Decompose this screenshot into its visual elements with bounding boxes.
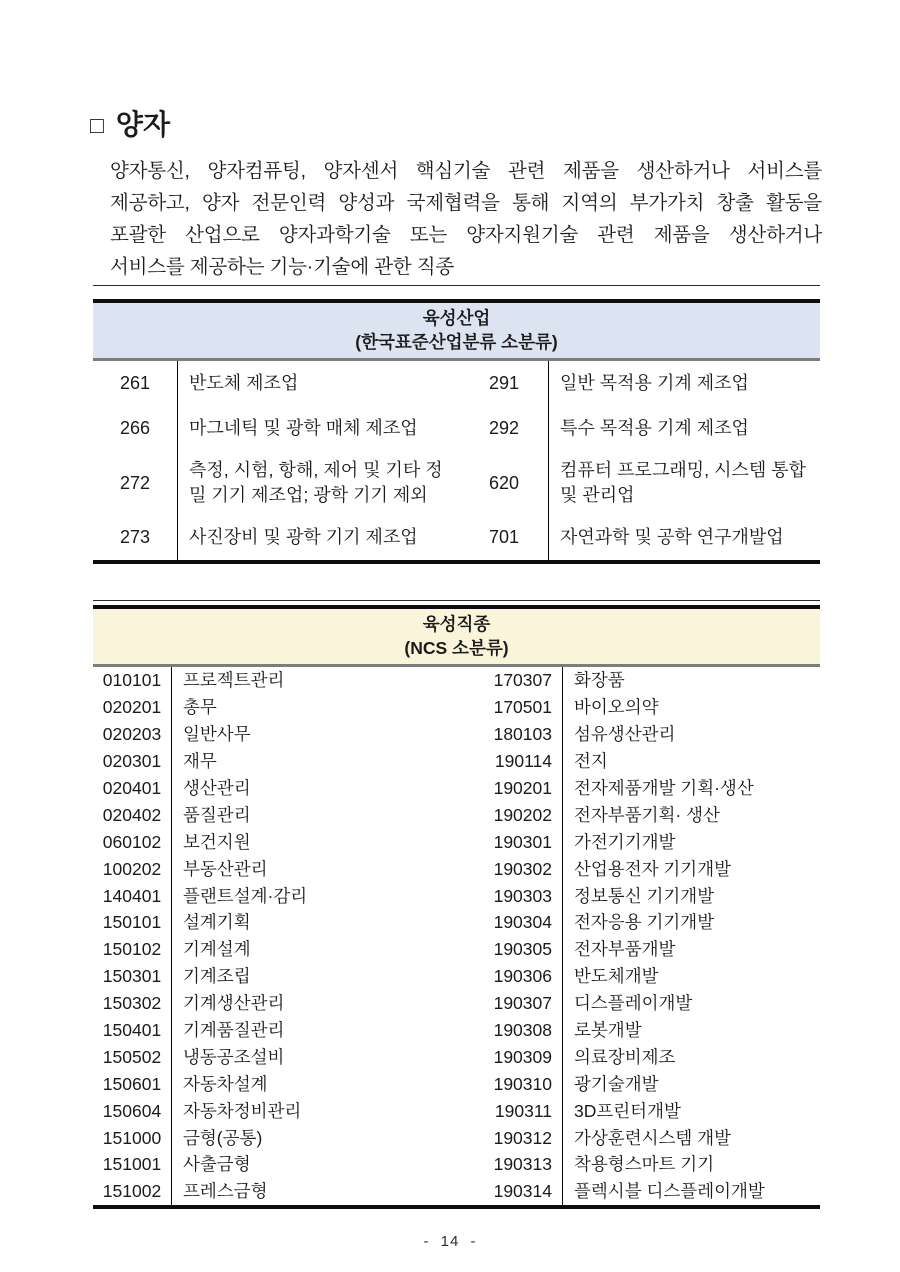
code-cell: 150604 <box>93 1097 172 1124</box>
code-cell: 180103 <box>460 721 563 748</box>
name-cell: 마그네틱 및 광학 매체 제조업 <box>189 418 418 438</box>
name-cell: 생산관리 <box>183 778 251 798</box>
description-line: 포괄한 산업으로 양자과학기술 또는 양자지원기술 관련 제품을 생산하거나 <box>110 224 822 246</box>
industry-table-subtitle: (한국표준산업분류 소분류) <box>355 332 558 352</box>
name-cell: 자동차정비관리 <box>183 1100 302 1121</box>
name-cell: 3D프린터개발 <box>574 1100 681 1121</box>
code-cell: 020203 <box>93 721 172 748</box>
name-cell: 전지 <box>574 751 608 772</box>
table-row <box>93 667 820 694</box>
table-topline <box>93 285 820 286</box>
name-cell: 의료장비제조 <box>574 1046 676 1067</box>
table-row <box>93 909 820 936</box>
code-cell: 190202 <box>460 801 563 828</box>
name-cell: 사진장비 및 광학 기기 제조업 <box>189 527 418 547</box>
name-cell: 플렉시블 디스플레이개발 <box>574 1181 765 1202</box>
name-cell: 전자응용 기기개발 <box>574 912 715 933</box>
code-cell: 190309 <box>460 1043 563 1070</box>
code-cell: 150502 <box>93 1043 172 1070</box>
code-cell: 190201 <box>460 775 563 802</box>
code-cell: 190311 <box>460 1097 563 1124</box>
code-cell: 292 <box>460 406 549 451</box>
table-row <box>93 882 820 909</box>
table-row <box>93 1070 820 1097</box>
name-cell: 기계조립 <box>183 966 251 987</box>
table-row <box>93 801 820 828</box>
name-cell: 전자부품개발 <box>574 939 676 960</box>
code-cell: 020401 <box>93 775 172 802</box>
code-cell: 190304 <box>460 909 563 936</box>
name-cell: 품질관리 <box>183 804 251 825</box>
code-cell: 701 <box>460 515 549 560</box>
section-title-text: 양자 <box>115 109 171 140</box>
name-cell: 일반 목적용 기계 제조업 <box>560 373 749 393</box>
industry-table-header <box>93 299 820 361</box>
code-cell: 150102 <box>93 936 172 963</box>
code-cell: 151000 <box>93 1124 172 1151</box>
name-cell: 플랜트설계·감리 <box>183 885 308 906</box>
name-cell: 전자제품개발 기획·생산 <box>574 778 754 798</box>
table-row <box>93 855 820 882</box>
code-cell: 151002 <box>93 1178 172 1205</box>
section-description <box>110 155 822 283</box>
name-cell: 디스플레이개발 <box>574 993 693 1014</box>
name-cell: 냉동공조설비 <box>183 1046 285 1067</box>
name-cell: 금형(공통) <box>183 1127 263 1148</box>
name-cell: 보건지원 <box>183 831 251 852</box>
code-cell: 190301 <box>460 828 563 855</box>
code-cell: 272 <box>93 451 178 515</box>
jobs-table-header <box>93 605 820 667</box>
table-row <box>93 721 820 748</box>
code-cell: 150301 <box>93 963 172 990</box>
code-cell: 190306 <box>460 963 563 990</box>
code-cell: 190310 <box>460 1070 563 1097</box>
jobs-table <box>93 600 820 1209</box>
code-cell: 020301 <box>93 748 172 775</box>
code-cell: 190307 <box>460 990 563 1017</box>
table-row <box>93 451 820 515</box>
name-cell: 화장품 <box>574 670 625 691</box>
name-cell: 프로젝트관리 <box>183 670 285 691</box>
name-cell: 기계생산관리 <box>183 993 285 1014</box>
section-title <box>90 108 900 142</box>
name-cell: 특수 목적용 기계 제조업 <box>560 418 749 438</box>
name-cell: 측정, 시험, 항해, 제어 및 기타 정밀 기기 제조업; 광학 기기 제외 <box>189 460 443 505</box>
name-cell: 사출금형 <box>183 1154 251 1175</box>
code-cell: 170501 <box>460 694 563 721</box>
code-cell: 140401 <box>93 882 172 909</box>
description-line: 제공하고, 양자 전문인력 양성과 국제협력을 통해 지역의 부가가치 창출 활동을 <box>110 192 822 214</box>
code-cell: 190303 <box>460 882 563 909</box>
code-cell: 190114 <box>460 748 563 775</box>
code-cell: 190308 <box>460 1017 563 1044</box>
code-cell: 261 <box>93 361 178 406</box>
table-row <box>93 963 820 990</box>
code-cell: 020201 <box>93 694 172 721</box>
code-cell: 150601 <box>93 1070 172 1097</box>
name-cell: 설계기획 <box>183 912 251 933</box>
table-row <box>93 828 820 855</box>
name-cell: 컴퓨터 프로그래밍, 시스템 통합 및 관리업 <box>560 460 807 505</box>
name-cell: 산업용전자 기기개발 <box>574 858 732 879</box>
name-cell: 반도체개발 <box>574 966 659 987</box>
name-cell: 광기술개발 <box>574 1073 659 1094</box>
code-cell: 190312 <box>460 1124 563 1151</box>
description-line: 서비스를 제공하는 기능·기술에 관한 직종 <box>110 256 454 278</box>
table-row <box>93 1097 820 1124</box>
section-marker-icon: □ <box>90 112 104 138</box>
table-row <box>93 936 820 963</box>
name-cell: 자연과학 및 공학 연구개발업 <box>560 527 784 547</box>
table-row <box>93 748 820 775</box>
name-cell: 전자부품기획· 생산 <box>574 804 720 825</box>
name-cell: 반도체 제조업 <box>189 373 299 393</box>
name-cell: 가상훈련시스템 개발 <box>574 1127 732 1148</box>
code-cell: 190302 <box>460 855 563 882</box>
code-cell: 010101 <box>93 667 172 694</box>
table-row <box>93 694 820 721</box>
code-cell: 150401 <box>93 1017 172 1044</box>
code-cell: 291 <box>460 361 549 406</box>
name-cell: 재무 <box>183 751 217 772</box>
table-row <box>93 406 820 451</box>
table-row <box>93 515 820 560</box>
code-cell: 170307 <box>460 667 563 694</box>
page-number: - 14 - <box>423 1232 477 1250</box>
table-row <box>93 1151 820 1178</box>
name-cell: 기계설계 <box>183 939 251 960</box>
code-cell: 060102 <box>93 828 172 855</box>
industry-table <box>93 285 820 564</box>
description-line: 양자통신, 양자컴퓨팅, 양자센서 핵심기술 관련 제품을 생산하거나 서비스를 <box>110 160 822 182</box>
code-cell: 150302 <box>93 990 172 1017</box>
name-cell: 기계품질관리 <box>183 1020 285 1041</box>
name-cell: 로봇개발 <box>574 1020 642 1041</box>
code-cell: 190313 <box>460 1151 563 1178</box>
code-cell: 020402 <box>93 801 172 828</box>
code-cell: 150101 <box>93 909 172 936</box>
name-cell: 프레스금형 <box>183 1181 268 1202</box>
name-cell: 정보통신 기기개발 <box>574 885 715 906</box>
name-cell: 일반사무 <box>183 724 251 745</box>
table-row <box>93 1043 820 1070</box>
code-cell: 100202 <box>93 855 172 882</box>
table-row <box>93 361 820 406</box>
code-cell: 273 <box>93 515 178 560</box>
table-row <box>93 990 820 1017</box>
name-cell: 자동차설계 <box>183 1073 268 1094</box>
name-cell: 착용형스마트 기기 <box>574 1154 715 1175</box>
table-topline <box>93 600 820 601</box>
name-cell: 부동산관리 <box>183 858 268 879</box>
table-row <box>93 775 820 802</box>
jobs-table-title: 육성직종 <box>422 614 491 634</box>
code-cell: 190314 <box>460 1178 563 1205</box>
name-cell: 가전기기개발 <box>574 831 676 852</box>
jobs-table-body <box>93 667 820 1209</box>
name-cell: 섬유생산관리 <box>574 724 676 745</box>
code-cell: 190305 <box>460 936 563 963</box>
jobs-table-subtitle: (NCS 소분류) <box>404 638 509 658</box>
code-cell: 266 <box>93 406 178 451</box>
name-cell: 총무 <box>183 697 217 718</box>
industry-table-title: 육성산업 <box>422 308 491 328</box>
code-cell: 151001 <box>93 1151 172 1178</box>
code-cell: 620 <box>460 451 549 515</box>
table-row <box>93 1124 820 1151</box>
table-row <box>93 1178 820 1205</box>
industry-table-body <box>93 361 820 564</box>
table-row <box>93 1017 820 1044</box>
name-cell: 바이오의약 <box>574 697 659 718</box>
